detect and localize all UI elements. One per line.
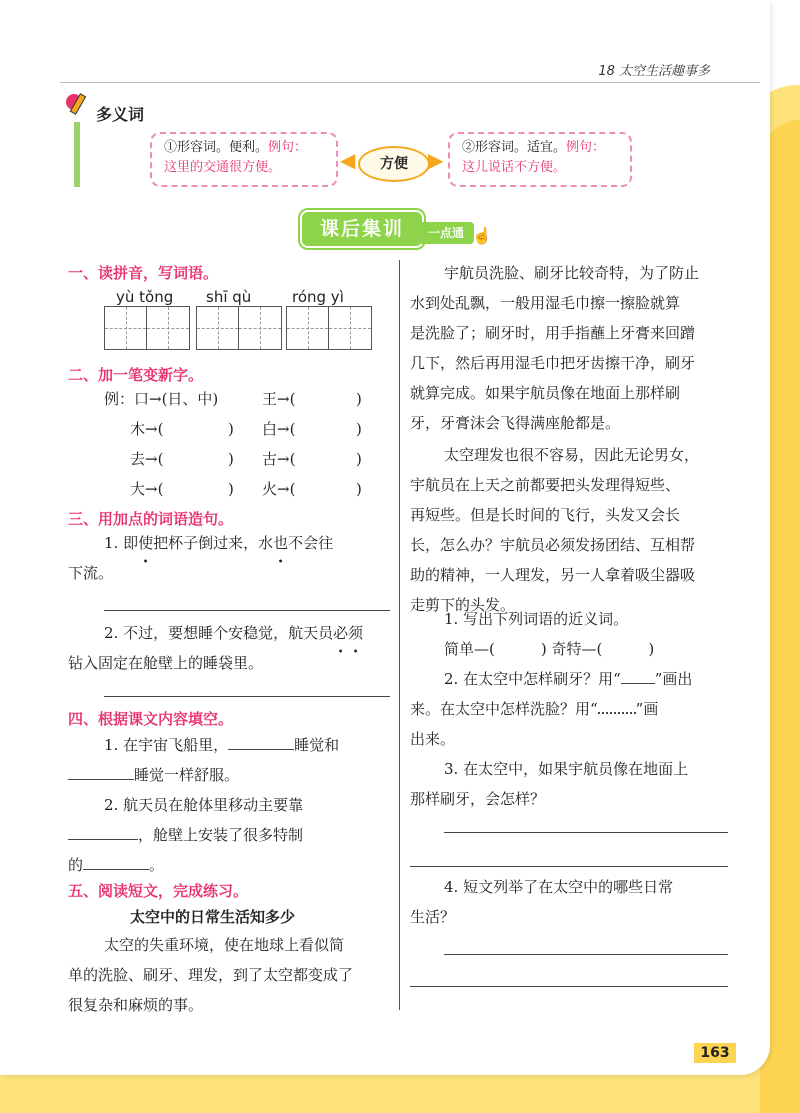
q2-text: 2. 不过，要想睡个安稳觉，航天员 <box>104 624 334 642</box>
add-stroke-item: 去→( <box>130 450 164 468</box>
q-text: ”画 <box>635 700 659 718</box>
article-line: 长，怎么办？宇航员必须发扬团结、互相帮 <box>410 536 696 554</box>
banner-subtitle: 一点通 <box>418 222 474 244</box>
q-text: 1. 在宇宙飞船里， <box>104 736 229 754</box>
sentence-question-1 <box>104 528 333 558</box>
column-divider <box>399 260 400 1010</box>
section-5-title: 五、阅读短文，完成练习。 <box>68 882 249 900</box>
article-line: 几下，然后再用湿毛巾把牙齿擦干净，刷牙 <box>410 354 696 372</box>
section-4-title: 四、根据课文内容填空。 <box>68 710 234 728</box>
writing-grid-1[interactable] <box>104 306 190 350</box>
article-line: 太空理发也很不容易，因此无论男女， <box>444 446 700 464</box>
q-text: 2. 在太空中怎样刷牙？用“ <box>444 670 621 688</box>
q-text: ”画出 <box>654 670 693 688</box>
section-2-title: 二、加一笔变新字。 <box>68 366 204 384</box>
pencil-icon <box>66 92 88 122</box>
polysemy-title: 多义词 <box>96 105 145 124</box>
fill-question-1 <box>104 730 339 760</box>
article-line: 太空的失重环境，使在地球上看似简 <box>104 936 345 954</box>
answer-line[interactable] <box>444 954 728 955</box>
article-line: 就算完成。如果宇航员像在地面上那样刷 <box>410 384 681 402</box>
q-text: 睡觉和 <box>294 736 340 754</box>
lesson-title: 18 太空生活趣事多 <box>598 64 710 79</box>
q-text: 的 <box>68 856 84 874</box>
section-banner <box>300 210 492 248</box>
writing-grid-2[interactable] <box>196 306 282 350</box>
banner-title: 课后集训 <box>300 210 424 248</box>
article-title: 太空中的日常生活知多少 <box>130 908 296 926</box>
q-text: 。 <box>149 856 165 874</box>
question-4: 4. 短文列举了在太空中的哪些日常 <box>444 878 674 896</box>
underline-sample <box>621 683 655 684</box>
question-2-cont <box>410 694 658 724</box>
green-accent-bar <box>74 122 80 187</box>
section-1-title: 一、读拼音，写词语。 <box>68 264 219 282</box>
article-line: 走剪下的头发。 <box>410 596 516 614</box>
close-paren: ) <box>228 420 234 438</box>
q1-text: 把杯子倒过来，水 <box>153 534 274 552</box>
answer-line[interactable] <box>410 866 728 867</box>
definition-1: ①形容词。便利。 <box>164 140 269 155</box>
definition-box-1 <box>150 132 338 187</box>
writing-grid-3[interactable] <box>286 306 372 350</box>
fill-question-2-cont <box>68 820 303 850</box>
definition-2: ②形容词。适宜。 <box>462 140 567 155</box>
answer-line[interactable] <box>444 832 728 833</box>
sentence-question-2-cont: 钻入固定在舱壁上的睡袋里。 <box>68 654 264 672</box>
dotted-char: 须 <box>348 624 364 642</box>
answer-line[interactable] <box>104 696 390 697</box>
q-text: ，舱壁上安装了很多特制 <box>138 826 304 844</box>
dotted-char: 也 <box>273 534 289 552</box>
article-line: 牙，牙膏沫会飞得满座舱都是。 <box>410 414 621 432</box>
dotted-char: 必 <box>333 624 349 642</box>
blank[interactable] <box>83 869 149 870</box>
close-paren: ) <box>356 480 362 498</box>
add-stroke-item: 白→( <box>262 420 296 438</box>
article-line: 助的精神，一人理发，另一人拿着吸尘器吸 <box>410 566 696 584</box>
q-text: 简单—( <box>444 640 495 658</box>
close-paren: ) <box>356 450 362 468</box>
article-line: 再短些。但是长时间的飞行，头发又会长 <box>410 506 681 524</box>
dotted-char: 使 <box>138 534 154 552</box>
question-2 <box>444 664 692 694</box>
q1-text: 1. 即 <box>104 534 139 552</box>
close-paren: ) <box>228 450 234 468</box>
left-arrow-icon: ◀ <box>340 148 356 172</box>
sentence-question-2 <box>104 618 363 648</box>
q-text: 来。在太空中怎样洗脸？用“ <box>410 700 598 718</box>
definition-box-2 <box>448 132 632 187</box>
close-paren: ) <box>356 390 362 408</box>
sentence-question-1-cont: 下流。 <box>68 564 114 582</box>
pointing-hand-icon: ☝ <box>472 226 492 245</box>
fill-question-2-end <box>68 850 164 880</box>
answer-line[interactable] <box>104 610 390 611</box>
article-line: 水到处乱飘，一般用湿毛巾擦一擦脸就算 <box>410 294 681 312</box>
question-4-cont: 生活？ <box>410 908 456 926</box>
q-text: 睡觉一样舒服。 <box>134 766 240 784</box>
page-number: 163 <box>694 1043 736 1063</box>
blank[interactable] <box>228 749 294 750</box>
question-3-cont: 那样刷牙，会怎样？ <box>410 790 546 808</box>
header-rule <box>60 82 760 83</box>
add-stroke-item: 火→( <box>262 480 296 498</box>
pinyin-1: yù tǒng <box>116 288 174 306</box>
wavy-line-sample <box>598 712 636 714</box>
question-1: 1. 写出下列词语的近义词。 <box>444 610 629 628</box>
blank[interactable] <box>68 839 138 840</box>
answer-line[interactable] <box>410 986 728 987</box>
right-arrow-icon: ▶ <box>428 148 444 172</box>
article-line: 单的洗脸、刷牙、理发，到了太空都变成了 <box>68 966 354 984</box>
article-line: 宇航员在上天之前都要把头发理得短些、 <box>410 476 681 494</box>
section-3-title: 三、用加点的词语造句。 <box>68 510 234 528</box>
article-line: 很复杂和麻烦的事。 <box>68 996 204 1014</box>
example-label-1: 例句： <box>268 140 308 155</box>
question-3: 3. 在太空中，如果宇航员像在地面上 <box>444 760 689 778</box>
example-sentence-1: 这里的交通很方便。 <box>164 160 282 175</box>
close-paren: ) <box>228 480 234 498</box>
blank[interactable] <box>68 779 134 780</box>
add-stroke-item: 古→( <box>262 450 296 468</box>
close-paren: ) <box>356 420 362 438</box>
article-line: 是洗脸了；刷牙时，用手指蘸上牙膏来回蹭 <box>410 324 696 342</box>
add-stroke-item: 大→( <box>130 480 164 498</box>
q1-text: 不会往 <box>288 534 334 552</box>
example-sentence-2: 这儿说话不方便。 <box>462 160 567 175</box>
pinyin-3: róng yì <box>292 288 344 306</box>
add-stroke-item: 王→( <box>262 390 296 408</box>
q-text: ) 奇特—( <box>540 640 603 658</box>
example-label-2: 例句： <box>566 140 606 155</box>
synonym-question <box>444 634 654 664</box>
example-item: 例：口→(日、中) <box>104 390 219 408</box>
article-line: 宇航员洗脸、刷牙比较奇特，为了防止 <box>444 264 700 282</box>
add-stroke-item: 木→( <box>130 420 164 438</box>
q-text: ) <box>648 640 655 658</box>
fill-question-2: 2. 航天员在舱体里移动主要靠 <box>104 796 304 814</box>
question-2-end: 出来。 <box>410 730 456 748</box>
fill-question-1-cont <box>68 760 239 790</box>
polysemy-word: 方便 <box>358 146 430 182</box>
pinyin-2: shī qù <box>206 288 252 306</box>
